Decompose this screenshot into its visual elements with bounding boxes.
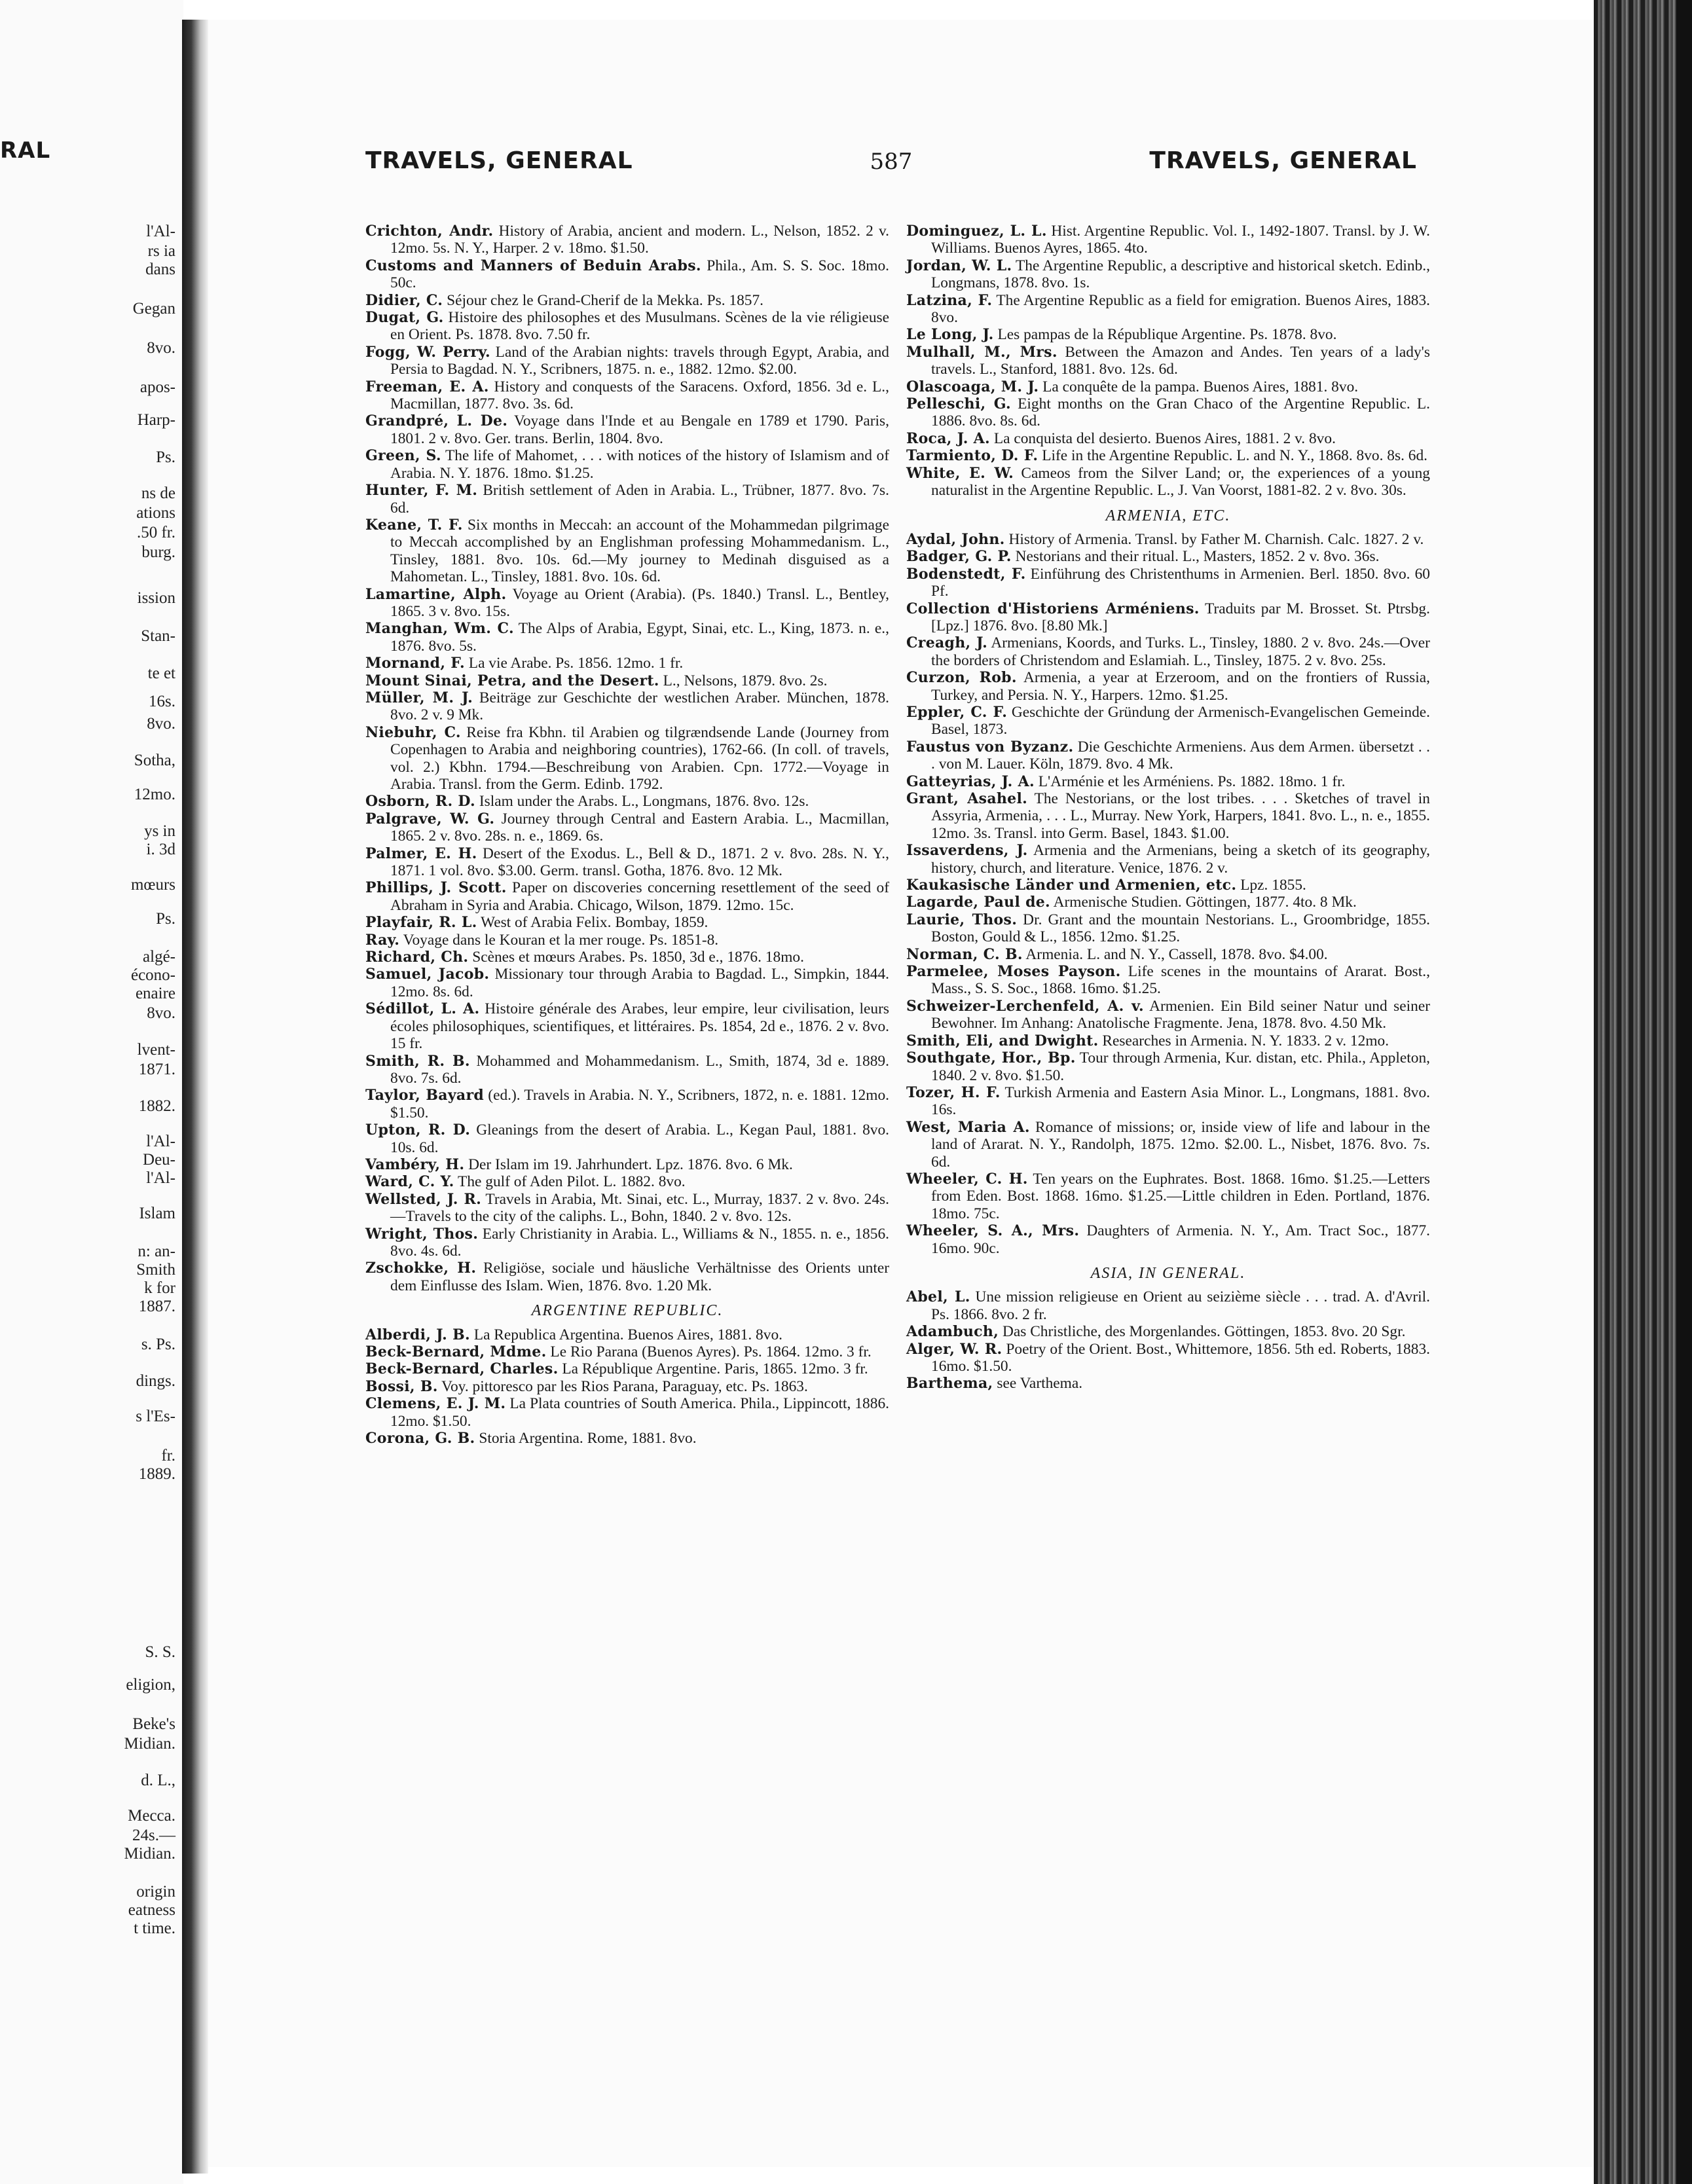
- entry-author: Mulhall, M., Mrs.: [906, 343, 1058, 361]
- left-page-line: k for: [144, 1279, 175, 1297]
- entry-author: Bossi, B.: [365, 1377, 438, 1395]
- entry-author: Mount Sinai, Petra, and the Desert.: [365, 672, 659, 689]
- bibliography-entry: [906, 790, 1430, 842]
- entry-author: Phillips, J. Scott.: [365, 879, 507, 897]
- entry-author: Wellsted, J. R.: [365, 1190, 482, 1208]
- entry-author: Adambuch,: [906, 1323, 999, 1341]
- entry-details: (ed.). Travels in Arabia. N. Y., Scribners, 1872, n. e. 1881. 12mo. $1.50.: [390, 1087, 889, 1121]
- entry-details: Phila., Am. S. S. Soc. 18mo. 50c.: [390, 257, 890, 292]
- bibliography-entry: [906, 600, 1430, 635]
- entry-details: West of Arabia Felix. Bombay, 1859.: [477, 914, 708, 932]
- entry-details: La Plata countries of South America. Phila., Lippincott, 1886. 12mo. $1.50.: [390, 1395, 889, 1430]
- bibliography-entry: [906, 894, 1430, 911]
- entry-details: Lpz. 1855.: [1236, 877, 1306, 894]
- left-page-line: 24s.—: [132, 1827, 175, 1844]
- entry-author: Palgrave, W. G.: [365, 810, 495, 828]
- section-heading: ARMENIA, ETC.: [1105, 507, 1231, 524]
- bibliography-entry: [365, 932, 889, 949]
- entry-details: Missionary tour through Arabia to Bagdad. L., Simpkin, 1844. 12mo. 8s. 6d.: [390, 966, 889, 1000]
- entry-author: Collection d'Historiens Arméniens.: [906, 600, 1200, 617]
- bibliography-entry: [906, 842, 1430, 877]
- entry-details: Armenia. L. and N. Y., Cassell, 1878. 8vo. $4.00.: [1022, 945, 1328, 963]
- entry-author: Mornand, F.: [365, 655, 465, 672]
- entry-author: Fogg, W. Perry.: [365, 343, 490, 361]
- entry-details: Land of the Arabian nights: travels through Egypt, Arabia, and Persia to Bagdad. N. Y., Scribners, 1875. n. e., 1882. 12mo. $2.00.: [390, 343, 889, 378]
- bibliography-entry: [906, 946, 1430, 963]
- bibliography-entry: [906, 877, 1430, 894]
- bibliography-entry: [365, 966, 889, 1000]
- bibliography-entry: [906, 465, 1430, 500]
- left-page-line: Midian.: [124, 1735, 175, 1753]
- left-page-line: Gegan: [132, 300, 175, 318]
- bibliography-entry: [906, 344, 1430, 378]
- bibliography-entry: [365, 879, 889, 914]
- bibliography-entry: [365, 1191, 889, 1226]
- entry-author: Schweizer-Lerchenfeld, A. v.: [906, 997, 1144, 1015]
- bibliography-entry: [365, 482, 889, 517]
- left-page-line: l'Al-: [146, 1169, 175, 1187]
- entry-details: Einführung des Christenthums in Armenien. Berl. 1850. 8vo. 60 Pf.: [931, 565, 1430, 600]
- bibliography-entry: [906, 1032, 1430, 1049]
- entry-details: see Varthema.: [993, 1375, 1083, 1392]
- bibliography-entry: [365, 1395, 889, 1430]
- left-page-line: .50 fr.: [136, 524, 175, 541]
- entry-author: Alger, W. R.: [906, 1340, 1002, 1358]
- bibliography-entry: [365, 1378, 889, 1395]
- entry-details: La vie Arabe. Ps. 1856. 12mo. 1 fr.: [464, 655, 684, 672]
- entry-details: Life in the Argentine Republic. L. and N. Y., 1868. 8vo. 8s. 6d.: [1038, 447, 1428, 465]
- page-number: 587: [870, 149, 913, 175]
- entry-details: La Republica Argentina. Buenos Aires, 1881. 8vo.: [469, 1326, 782, 1343]
- entry-details: Armenians, Koords, and Turks. L., Tinsley, 1880. 2 v. 8vo. 24s.—Over the borders of Christendom and Eslamiah. L., Tinsley, 1875. 2 v. 8vo. 25s.: [931, 634, 1430, 669]
- entry-details: Voy. pittoresco par les Rios Parana, Paraguay, etc. Ps. 1863.: [437, 1377, 808, 1395]
- entry-details: Die Geschichte Armeniens. Aus dem Armen. übersetzt . . . von M. Lauer. Köln, 1879. 8vo. 4 Mk.: [931, 738, 1430, 773]
- entry-author: Clemens, E. J. M.: [365, 1395, 506, 1413]
- bibliography-entry: [906, 1323, 1430, 1340]
- bibliography-entry: [906, 378, 1430, 395]
- bibliography-entry: [365, 309, 889, 344]
- left-page-line: Midian.: [124, 1845, 175, 1863]
- left-page-line: S. S.: [145, 1643, 175, 1661]
- left-page-line: Smith: [136, 1261, 175, 1279]
- entry-details: Scènes et mœurs Arabes. Ps. 1850, 3d e., 1876. 18mo.: [468, 949, 804, 966]
- entry-author: Pelleschi, G.: [906, 395, 1011, 413]
- entry-author: Hunter, F. M.: [365, 482, 478, 500]
- entry-details: The gulf of Aden Pilot. L. 1882. 8vo.: [454, 1173, 686, 1191]
- left-page-line: t time.: [134, 1920, 175, 1937]
- entry-details: Das Christliche, des Morgenlandes. Göttingen, 1853. 8vo. 20 Sgr.: [999, 1323, 1406, 1341]
- entry-author: Corona, G. B.: [365, 1430, 475, 1447]
- bibliography-entry: [365, 793, 889, 810]
- bibliography-entry: [365, 724, 889, 793]
- left-page-line: 1889.: [138, 1465, 175, 1483]
- entry-author: Wright, Thos.: [365, 1225, 479, 1243]
- left-page-line: algé-: [143, 948, 175, 966]
- entry-author: Müller, M. J.: [365, 689, 473, 706]
- bibliography-entry: [365, 1260, 889, 1294]
- entry-author: Abel, L.: [906, 1288, 970, 1306]
- bibliography-entry: [906, 963, 1430, 998]
- left-page-line: i. 3d: [146, 841, 175, 858]
- entry-details: Voyage dans l'Inde et au Bengale en 1789 et 1790. Paris, 1801. 2 v. 8vo. Ger. trans. Berlin, 1804. 8vo.: [390, 412, 890, 447]
- left-page-line: Beke's: [132, 1715, 175, 1733]
- entry-author: Southgate, Hor., Bp.: [906, 1049, 1076, 1067]
- entry-author: West, Maria A.: [906, 1118, 1030, 1136]
- bibliography-entry: [365, 1156, 889, 1173]
- entry-author: Norman, C. B.: [906, 945, 1023, 963]
- entry-author: Smith, R. B.: [365, 1052, 470, 1070]
- left-page-line: lvent-: [137, 1041, 175, 1059]
- entry-details: Eight months on the Gran Chaco of the Argentine Republic. L. 1886. 8vo. 8s. 6d.: [931, 395, 1430, 430]
- bibliography-entry: [906, 704, 1430, 738]
- left-page-line: ns de: [141, 484, 175, 502]
- entry-details: Cameos from the Silver Land; or, the experiences of a young naturalist in the Argentine Republic. L., J. Van Voorst, 1881-82. 2 v. 8vo. 30s.: [931, 464, 1431, 500]
- entry-author: White, E. W.: [906, 464, 1014, 482]
- bibliography-entry: [906, 669, 1430, 704]
- entry-author: Smith, Eli, and Dwight.: [906, 1032, 1099, 1049]
- entry-details: History and conquests of the Saracens. Oxford, 1856. 3d e. L., Macmillan, 1877. 8vo. 3s. 6d.: [390, 378, 889, 413]
- left-page-line: dings.: [136, 1372, 175, 1390]
- entry-author: Didier, C.: [365, 291, 443, 309]
- left-page-line: 16s.: [149, 693, 175, 710]
- left-page-line: rs ia: [147, 242, 175, 260]
- bibliography-entry: [365, 949, 889, 966]
- book-page: [208, 20, 1594, 2167]
- left-page-line: mœurs: [130, 876, 175, 894]
- left-page-line: fr.: [161, 1447, 175, 1465]
- left-page-line: te et: [147, 664, 175, 682]
- left-column: [365, 223, 889, 1447]
- entry-details: Nestorians and their ritual. L., Masters, 1852. 2 v. 8vo. 36s.: [1011, 548, 1380, 566]
- bibliography-entry: [906, 911, 1430, 946]
- bibliography-entry: [906, 566, 1430, 600]
- left-page-line: 1887.: [138, 1298, 175, 1315]
- bibliography-entry: [906, 1288, 1430, 1323]
- page-header: [365, 147, 1417, 187]
- left-page-line: écono-: [130, 966, 175, 984]
- bibliography-entry: [906, 773, 1430, 790]
- entry-details: The life of Mahomet, . . . with notices of the history of Islamism and of Arabia. N. Y. 1876. 18mo. $1.25.: [390, 447, 889, 482]
- entry-author: Wheeler, C. H.: [906, 1170, 1028, 1188]
- entry-author: Tozer, H. F.: [906, 1083, 1001, 1101]
- bibliography-entry: [365, 914, 889, 931]
- bibliography-entry: [365, 378, 889, 413]
- entry-author: Upton, R. D.: [365, 1121, 471, 1139]
- entry-details: Storia Argentina. Rome, 1881. 8vo.: [475, 1430, 697, 1447]
- entry-details: Histoire générale des Arabes, leur empire, leur civilisation, leurs écoles philosophiques, scientifiques, et littéraires. Ps. 1854, 2d e., 1876. 2 v. 8vo. 15 fr.: [390, 1000, 890, 1053]
- entry-author: Palmer, E. H.: [365, 845, 477, 862]
- left-page-line: 1882.: [138, 1097, 175, 1115]
- entry-author: Ray.: [365, 931, 400, 949]
- entry-details: Histoire des philosophes et des Musulmans. Scènes de la vie réligieuse en Orient. Ps. 1878. 8vo. 7.50 fr.: [390, 309, 889, 344]
- entry-author: Creagh, J.: [906, 634, 988, 652]
- bibliography-entry: [906, 1222, 1430, 1257]
- left-page-line: ys in: [144, 822, 175, 840]
- left-page-line: n: an-: [138, 1243, 175, 1260]
- left-page-line: apos-: [139, 378, 175, 396]
- entry-details: Geschichte der Gründung der Armenisch-Evangelischen Gemeinde. Basel, 1873.: [931, 703, 1430, 738]
- section-heading: ASIA, IN GENERAL.: [1090, 1264, 1246, 1282]
- entry-author: Latzina, F.: [906, 291, 993, 309]
- running-head-left: TRAVELS, GENERAL: [365, 147, 633, 174]
- entry-details: Voyage au Orient (Arabia). (Ps. 1840.) Transl. L., Bentley, 1865. 3 v. 8vo. 15s.: [390, 585, 889, 620]
- entry-details: Daughters of Armenia. N. Y., Am. Tract Soc., 1877. 16mo. 90c.: [931, 1222, 1430, 1257]
- bibliography-entry: [906, 1171, 1430, 1222]
- left-page-line: eatness: [128, 1901, 175, 1919]
- left-page-heading: RAL: [0, 137, 51, 164]
- section-heading: ARGENTINE REPUBLIC.: [531, 1302, 724, 1320]
- entry-details: Between the Amazon and Andes. Ten years of a lady's travels. L., Stanford, 1881. 8vo. 12s. 6d.: [931, 343, 1430, 378]
- bibliography-entry: [365, 447, 889, 482]
- entry-author: Zschokke, H.: [365, 1260, 477, 1277]
- left-page-line: d. L.,: [141, 1772, 175, 1789]
- bibliography-entry: [365, 1000, 889, 1052]
- left-page-line: l'Al-: [146, 223, 175, 240]
- entry-author: Crichton, Andr.: [365, 223, 494, 240]
- left-page-line: s. Ps.: [141, 1336, 175, 1353]
- entry-details: The Argentine Republic, a descriptive and historical sketch. Edinb., Longmans, 1878. 8vo. 1s.: [931, 257, 1430, 292]
- entry-author: Manghan, Wm. C.: [365, 620, 514, 638]
- bibliography-entry: [365, 257, 889, 292]
- entry-details: The Alps of Arabia, Egypt, Sinai, etc. L., King, 1873. n. e., 1876. 8vo. 5s.: [390, 620, 889, 655]
- left-page-line: burg.: [141, 543, 175, 561]
- bibliography-entry: [365, 223, 889, 257]
- entry-author: Richard, Ch.: [365, 949, 469, 966]
- entry-details: Voyage dans le Kouran et la mer rouge. Ps. 1851-8.: [399, 931, 719, 949]
- left-page-line: 8vo.: [147, 715, 175, 733]
- entry-author: Eppler, C. F.: [906, 703, 1008, 721]
- left-page-line: s l'Es-: [136, 1408, 175, 1425]
- entry-author: Lamartine, Alph.: [365, 585, 507, 603]
- entry-details: Early Christianity in Arabia. L., Williams & N., 1855. n. e., 1856. 8vo. 4s. 6d.: [390, 1225, 889, 1260]
- bibliography-entry: [906, 1341, 1430, 1375]
- entry-details: Les pampas de la République Argentine. Ps. 1878. 8vo.: [993, 326, 1337, 344]
- bibliography-entry: [906, 1084, 1430, 1119]
- entry-author: Badger, G. P.: [906, 548, 1012, 566]
- entry-author: Wheeler, S. A., Mrs.: [906, 1222, 1080, 1240]
- bibliography-entry: [906, 548, 1430, 565]
- bibliography-entry: [365, 292, 889, 309]
- entry-details: Poetry of the Orient. Bost., Whittemore, 1856. 5th ed. Roberts, 1883. 16mo. $1.50.: [931, 1340, 1430, 1375]
- bibliography-entry: [365, 1430, 889, 1447]
- entry-details: The Argentine Republic as a field for emigration. Buenos Aires, 1883. 8vo.: [931, 291, 1431, 327]
- bibliography-entry: [365, 412, 889, 447]
- bibliography-entry: [365, 1053, 889, 1087]
- entry-author: Faustus von Byzanz.: [906, 738, 1074, 755]
- left-page-line: dans: [145, 261, 175, 278]
- entry-author: Ward, C. Y.: [365, 1173, 454, 1191]
- entry-author: Gatteyrias, J. A.: [906, 773, 1035, 790]
- entry-author: Roca, J. A.: [906, 429, 990, 447]
- left-page-line: l'Al-: [146, 1133, 175, 1150]
- entry-author: Dugat, G.: [365, 309, 444, 327]
- entry-author: Laurie, Thos.: [906, 911, 1018, 928]
- bibliography-entry: [365, 655, 889, 672]
- entry-details: Journey through Central and Eastern Arabia. L., Macmillan, 1865. 2 v. 8vo. 28s. n. e., 1869. 6s.: [390, 810, 890, 845]
- entry-author: Tarmiento, D. F.: [906, 447, 1039, 465]
- entry-details: La conquista del desierto. Buenos Aires, 1881. 2 v. 8vo.: [989, 429, 1336, 447]
- left-page-line: 1871.: [138, 1061, 175, 1078]
- entry-author: Osborn, R. D.: [365, 793, 475, 810]
- left-page-line: ations: [136, 504, 175, 522]
- entry-details: Tour through Armenia, Kur. distan, etc. Phila., Appleton, 1840. 2 v. 8vo. $1.50.: [931, 1049, 1430, 1084]
- entry-details: Der Islam im 19. Jahrhundert. Lpz. 1876. 8vo. 6 Mk.: [464, 1156, 793, 1173]
- left-page-line: 8vo.: [147, 1004, 175, 1022]
- entry-author: Bodenstedt, F.: [906, 565, 1026, 583]
- bibliography-entry: [365, 1121, 889, 1156]
- bibliography-entry: [365, 1326, 889, 1343]
- entry-author: Green, S.: [365, 447, 441, 465]
- entry-author: Issaverdens, J.: [906, 842, 1028, 860]
- entry-details: Armenia, a year at Erzeroom, and on the frontiers of Russia, Turkey, and Persia. N. Y., Harpers. 12mo. $1.25.: [931, 669, 1430, 704]
- entry-details: Armenia and the Armenians, being a sketch of its geography, history, church, and literature. Venice, 1876. 2 v.: [931, 842, 1430, 877]
- entry-author: Niebuhr, C.: [365, 723, 461, 741]
- entry-details: History of Armenia. Transl. by Father M. Charnish. Calc. 1827. 2 v.: [1004, 530, 1424, 548]
- entry-details: Mohammed and Mohammedanism. L., Smith, 1874, 3d e. 1889. 8vo. 7s. 6d.: [390, 1052, 889, 1087]
- bibliography-entry: [906, 1375, 1430, 1392]
- bibliography-entry: [365, 1343, 889, 1360]
- entry-details: La conquête de la pampa. Buenos Aires, 1881. 8vo.: [1039, 378, 1359, 395]
- entry-author: Jordan, W. L.: [906, 257, 1012, 274]
- entry-author: Kaukasische Länder und Armenien, etc.: [906, 877, 1237, 894]
- entry-author: Curzon, Rob.: [906, 669, 1017, 687]
- entry-author: Parmelee, Moses Payson.: [906, 963, 1121, 981]
- bibliography-entry: [906, 998, 1430, 1032]
- entry-author: Samuel, Jacob.: [365, 966, 490, 983]
- entry-details: Romance of missions; or, inside view of life and labour in the land of Ararat. N. Y., Randolph, 1875. 12mo. $2.00. L., Nisbet, 1876. 8vo. 7s. 6d.: [931, 1118, 1430, 1171]
- bibliography-entry: [906, 738, 1430, 773]
- bibliography-entry: [365, 672, 889, 689]
- entry-author: Lagarde, Paul de.: [906, 894, 1051, 911]
- entry-author: Alberdi, J. B.: [365, 1326, 470, 1343]
- entry-author: Olascoaga, M. J.: [906, 378, 1039, 395]
- entry-details: The Nestorians, or the lost tribes. . . . Sketches of travel in Assyria, Armenia, . . . L., Murray. New York, Harpers, 1841. 8vo. L., n. e., 1855. 12mo. 3s. Transl. into Germ. Basel, 1843. $1.00.: [931, 790, 1430, 842]
- bibliography-entry: [906, 447, 1430, 464]
- bibliography-entry: [365, 1226, 889, 1260]
- entry-details: Traduits par M. Brosset. St. Ptrsbg. [Lpz.] 1876. 8vo. [8.80 Mk.]: [931, 600, 1430, 634]
- bibliography-entry: [365, 1360, 889, 1377]
- entry-author: Beck-Bernard, Charles.: [365, 1360, 559, 1378]
- bibliography-entry: [365, 344, 889, 378]
- bibliography-entry: [365, 1173, 889, 1190]
- entry-author: Grant, Asahel.: [906, 790, 1028, 807]
- entry-author: Freeman, E. A.: [365, 378, 489, 395]
- left-page-line: origin: [136, 1883, 175, 1901]
- bibliography-entry: [906, 634, 1430, 669]
- left-page-line: Mecca.: [128, 1807, 175, 1825]
- entry-details: Life scenes in the mountains of Ararat. Bost., Mass., S. S. Soc., 1868. 16mo. $1.25.: [931, 963, 1430, 998]
- entry-details: Une mission religieuse en Orient au seizième siècle . . . trad. A. d'Avril. Ps. 1866. 8vo. 2 fr.: [931, 1288, 1431, 1323]
- entry-details: L., Nelsons, 1879. 8vo. 2s.: [659, 672, 828, 689]
- bibliography-entry: [365, 1087, 889, 1121]
- entry-details: La République Argentine. Paris, 1865. 12mo. 3 fr.: [558, 1360, 868, 1378]
- entry-details: L'Arménie et les Arméniens. Ps. 1882. 18mo. 1 fr.: [1034, 773, 1346, 790]
- left-page-line: Stan-: [141, 627, 175, 645]
- bibliography-entry: [906, 395, 1430, 430]
- left-page-line: Ps.: [156, 910, 175, 928]
- entry-details: Paper on discoveries concerning resettlement of the seed of Abraham in Syria and Arabia. Chicago, Wilson, 1879. 12mo. 15c.: [390, 879, 890, 914]
- entry-author: Dominguez, L. L.: [906, 223, 1047, 240]
- entry-author: Aydal, John.: [906, 530, 1005, 548]
- bibliography-entry: [906, 292, 1430, 327]
- entry-details: Islam under the Arabs. L., Longmans, 1876. 8vo. 12s.: [475, 793, 809, 810]
- entry-details: Armenische Studien. Göttingen, 1877. 4to. 8 Mk.: [1050, 894, 1357, 911]
- entry-author: Sédillot, L. A.: [365, 1000, 480, 1018]
- entry-details: Gleanings from the desert of Arabia. L., Kegan Paul, 1881. 8vo. 10s. 6d.: [390, 1121, 890, 1156]
- entry-details: Turkish Armenia and Eastern Asia Minor. L., Longmans, 1881. 8vo. 16s.: [931, 1083, 1430, 1119]
- bibliography-entry: [906, 1049, 1430, 1084]
- entry-author: Playfair, R. L.: [365, 914, 477, 932]
- entry-details: Ten years on the Euphrates. Bost. 1868. 16mo. $1.25.—Letters from Eden. Bost. 1868. 16mo. $1.25.—Little children in Eden. Portland, 1876. 18mo. 75c.: [931, 1170, 1430, 1222]
- running-head-right: TRAVELS, GENERAL: [1149, 147, 1417, 174]
- right-column: [906, 223, 1430, 1392]
- bibliography-entry: [906, 1119, 1430, 1171]
- left-page-line: Deu-: [143, 1151, 175, 1169]
- entry-author: Le Long, J.: [906, 326, 994, 344]
- entry-details: Hist. Argentine Republic. Vol. I., 1492-1807. Transl. by J. W. Williams. Buenos Ayres, 1865. 4to.: [931, 223, 1430, 257]
- entry-details: Religiöse, sociale und häusliche Verhältnisse des Orients unter dem Einflusse des Islam. Wien, 1876. 8vo. 1.20 Mk.: [390, 1260, 889, 1294]
- bibliography-entry: [906, 430, 1430, 447]
- entry-details: British settlement of Aden in Arabia. L., Trübner, 1877. 8vo. 7s. 6d.: [390, 482, 889, 517]
- entry-author: Taylor, Bayard: [365, 1087, 485, 1104]
- bibliography-entry: [365, 845, 889, 880]
- entry-author: Vambéry, H.: [365, 1156, 465, 1173]
- bibliography-entry: [906, 531, 1430, 548]
- left-page-line: 8vo.: [147, 339, 175, 357]
- left-page-line: Harp-: [137, 411, 175, 429]
- bibliography-entry: [906, 326, 1430, 343]
- bibliography-entry: [365, 620, 889, 655]
- left-page-line: 12mo.: [134, 786, 175, 803]
- entry-details: Desert of the Exodus. L., Bell & D., 1871. 2 v. 8vo. 28s. N. Y., 1871. 1 vol. 8vo. $3.00. Germ. transl. Gotha, 1876. 8vo. 12 Mk.: [390, 845, 889, 880]
- entry-author: Grandpré, L. De.: [365, 412, 508, 430]
- entry-details: History of Arabia, ancient and modern. L., Nelson, 1852. 2 v. 12mo. 5s. N. Y., Harper. 2 v. 18mo. $1.50.: [390, 223, 889, 257]
- entry-details: Beiträge zur Geschichte der westlichen Araber. München, 1878. 8vo. 2 v. 9 Mk.: [390, 689, 889, 724]
- entry-details: Armenien. Ein Bild seiner Natur und seiner Bewohner. Im Anhang: Anatolische Fragmente. Jena, 1878. 8vo. 4.50 Mk.: [931, 997, 1430, 1032]
- left-page-line: Ps.: [156, 448, 175, 466]
- entry-details: Reise fra Kbhn. til Arabien og tilgrændsende Lande (Journey from Copenhagen to Arabia and neighboring countries), 1762-66. (In coll. of travels, vol. 2.) Kbhn. 1794.—Beschreibung von Arabien. Cpn. 1772.—Voyage in Arabia. Transl. from the Germ. Edinb. 1792.: [390, 723, 889, 793]
- entry-details: Dr. Grant and the mountain Nestorians. L., Groombridge, 1855. Boston, Gould & L., 1856. 12mo. $1.25.: [931, 911, 1430, 946]
- bibliography-entry: [365, 689, 889, 724]
- bibliography-entry: [365, 586, 889, 621]
- left-page-line: eligion,: [126, 1676, 175, 1694]
- left-page-line: ission: [137, 589, 175, 607]
- bibliography-entry: [365, 810, 889, 845]
- left-page-line: Islam: [139, 1205, 175, 1222]
- left-page-line: Sotha,: [134, 752, 175, 769]
- entry-author: Customs and Manners of Beduin Arabs.: [365, 257, 701, 274]
- bibliography-entry: [365, 517, 889, 586]
- entry-author: Keane, T. F.: [365, 516, 463, 534]
- bibliography-entry: [906, 257, 1430, 292]
- entry-details: Le Rio Parana (Buenos Ayres). Ps. 1864. 12mo. 3 fr.: [546, 1343, 872, 1360]
- left-page-fragment: [0, 0, 183, 2184]
- entry-details: Six months in Meccah: an account of the Mohammedan pilgrimage to Meccah accomplished by an Englishman professing Mohammedanism. L., Tinsley, 1881. 8vo. 10s. 6d.—My journey to Medinah disguised as a Mahometan. L., Tinsley, 1881. 8vo. 10s. 6d.: [390, 516, 889, 586]
- left-page-line: enaire: [135, 985, 175, 1002]
- entry-author: Beck-Bernard, Mdme.: [365, 1343, 547, 1360]
- entry-details: Travels in Arabia, Mt. Sinai, etc. L., Murray, 1837. 2 v. 8vo. 24s.—Travels to the city of the caliphs. L., Bohn, 1840. 2 v. 8vo. 12s.: [390, 1190, 889, 1226]
- entry-author: Barthema,: [906, 1375, 993, 1392]
- entry-details: Séjour chez le Grand-Cherif de la Mekka. Ps. 1857.: [443, 291, 764, 309]
- book-gutter: [182, 20, 208, 2174]
- bibliography-entry: [906, 223, 1430, 257]
- book-cover-edge: [1676, 0, 1692, 2184]
- entry-details: Researches in Armenia. N. Y. 1833. 2 v. 12mo.: [1098, 1032, 1389, 1049]
